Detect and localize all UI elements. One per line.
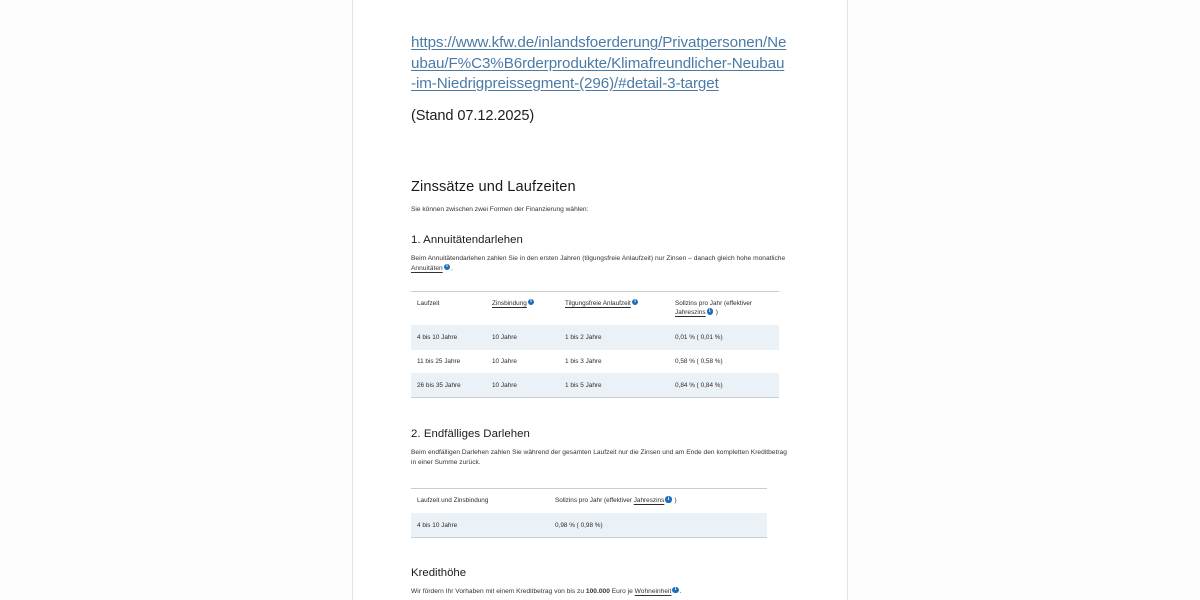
cell-sollzins: 0,98 % ( 0,98 %)	[549, 513, 767, 537]
document-content	[411, 0, 789, 597]
jahreszins-glossary-link[interactable]: Jahreszins	[633, 497, 665, 505]
stand-date: (Stand 07.12.2025)	[411, 107, 535, 124]
column-header-tilgungsfreie-anlaufzeit	[559, 291, 669, 325]
info-icon[interactable]	[528, 299, 534, 305]
source-url-link[interactable]: https://www.kfw.de/inlandsfoerderung/Privatpersonen/Neubau/F%C3%B6rderprodukte/Klimafreundlicher-Neubau-im-Niedrigpreissegment-(296)/#detail-3-target	[411, 34, 787, 92]
section-3-heading: Kredithöhe	[411, 566, 467, 579]
cell-anlaufzeit: 1 bis 2 Jahre	[559, 325, 669, 349]
intro-text: Sie können zwischen zwei Formen der Finanzierung wählen:	[411, 205, 589, 213]
info-icon[interactable]	[665, 496, 671, 502]
annuitaetendarlehen-table	[411, 291, 779, 398]
annuitaeten-glossary-link[interactable]: Annuitäten	[411, 264, 443, 272]
column-header-zinsbindung	[486, 291, 559, 325]
table-row	[411, 513, 767, 537]
table-header-row	[411, 489, 767, 514]
cell-zinsbindung: 10 Jahre	[486, 325, 559, 349]
table-row	[411, 349, 779, 373]
column-header-laufzeit: Laufzeit	[411, 291, 486, 325]
page-title: Zinssätze und Laufzeiten	[411, 178, 576, 195]
section-1-paragraph-tail: .	[451, 264, 453, 272]
section-1-paragraph-text: Beim Annuitätendarlehen zahlen Sie in den ersten Jahren (tilgungsfreie Anlaufzeit) nur Zinsen – danach gleich hohe monatliche	[411, 254, 786, 262]
section-1-heading: 1. Annuitätendarlehen	[411, 233, 523, 246]
cell-sollzins: 0,84 % ( 0,84 %)	[669, 373, 779, 397]
section-2-paragraph: Beim endfälligen Darlehen zahlen Sie während der gesamten Laufzeit nur die Zinsen und am Ende den kompletten Kreditbetrag in einer Summe zurück.	[411, 448, 787, 466]
info-icon[interactable]	[672, 587, 678, 593]
column-header-laufzeit-zinsbindung: Laufzeit und Zinsbindung	[411, 489, 549, 514]
section-3-text-mid: Euro je	[609, 587, 635, 595]
cell-zinsbindung: 10 Jahre	[486, 349, 559, 373]
source-url-block	[411, 33, 789, 95]
cell-sollzins: 0,01 % ( 0,01 %)	[669, 325, 779, 349]
table-row	[411, 325, 779, 349]
cell-laufzeit: 4 bis 10 Jahre	[411, 325, 486, 349]
cell-anlaufzeit: 1 bis 5 Jahre	[559, 373, 669, 397]
table-row	[411, 373, 779, 397]
anlaufzeit-glossary-link[interactable]: Tilgungsfreie Anlaufzeit	[565, 299, 631, 307]
section-3-text-after: .	[679, 587, 682, 595]
section-3-text-before: Wir fördern Ihr Vorhaben mit einem Kreditbetrag von bis zu	[411, 587, 586, 595]
zinsbindung-glossary-link[interactable]: Zinsbindung	[492, 299, 527, 307]
kreditbetrag-value: 100.000	[585, 587, 610, 595]
document-page	[352, 0, 848, 600]
column-header-sollzins: Sollzins pro Jahr (effektiver Jahreszinsi )	[669, 291, 779, 325]
info-icon[interactable]	[632, 299, 638, 305]
table-header-row	[411, 291, 779, 325]
cell-laufzeit: 26 bis 35 Jahre	[411, 373, 486, 397]
cell-laufzeit: 11 bis 25 Jahre	[411, 349, 486, 373]
section-3-paragraph	[411, 587, 789, 597]
section-2-heading: 2. Endfälliges Darlehen	[411, 427, 530, 440]
cell-laufzeit-zinsbindung: 4 bis 10 Jahre	[411, 513, 549, 537]
section-1-paragraph	[411, 254, 789, 274]
info-icon[interactable]	[707, 308, 713, 314]
endfaelliges-darlehen-table	[411, 488, 767, 538]
jahreszins-glossary-link[interactable]: Jahreszins	[675, 309, 706, 317]
column-header-sollzins: Sollzins pro Jahr (effektiver Jahreszinsi )	[549, 489, 767, 514]
wohneinheit-glossary-link[interactable]: Wohneinheit	[634, 587, 672, 595]
cell-anlaufzeit: 1 bis 3 Jahre	[559, 349, 669, 373]
info-icon[interactable]	[444, 264, 450, 270]
cell-zinsbindung: 10 Jahre	[486, 373, 559, 397]
cell-sollzins: 0,58 % ( 0,58 %)	[669, 349, 779, 373]
